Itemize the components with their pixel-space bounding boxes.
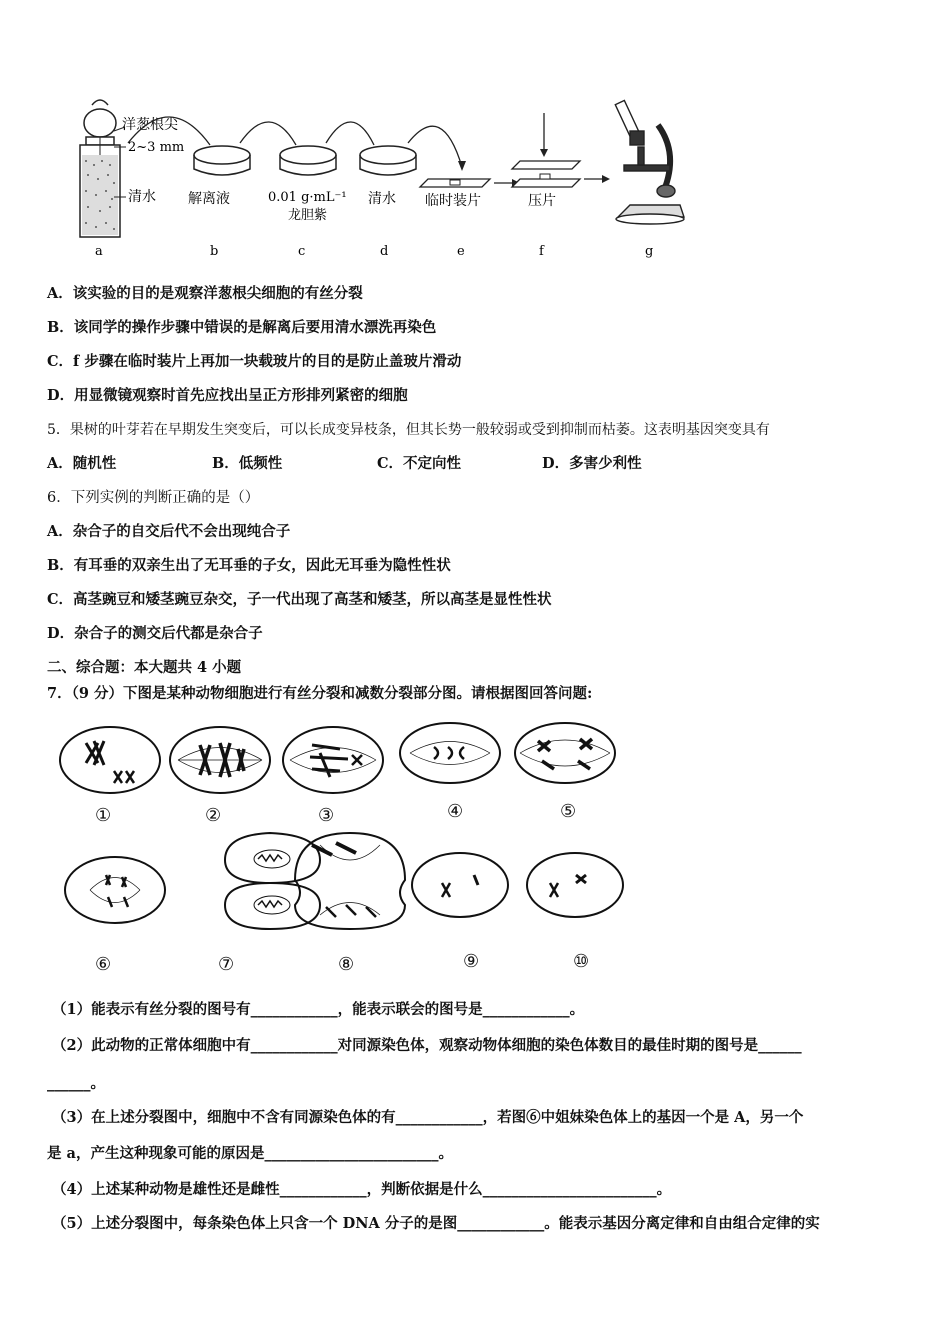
q6-option-a: A．杂合子的自交后代不会出现纯合子	[47, 523, 291, 540]
q7-part3: （3）在上述分裂图中，细胞中不含有同源染色体的有____________，若图⑥中姐妹染色体上的基因一个是 A，另一个	[52, 1109, 804, 1126]
q5-option-b: B．低频性	[212, 455, 283, 472]
q5-stem: 5．果树的叶芽若在早期发生突变后，可以长成变异枝条，但其长势一般较弱或受到抑制而枯萎。这表明基因突变具有	[47, 422, 770, 438]
cell-label-3: ③	[318, 805, 335, 826]
stain-concentration-label: 0.01 g·mL⁻¹	[268, 190, 347, 205]
step-letter-b: b	[210, 244, 219, 259]
cell-label-4: ④	[447, 801, 464, 822]
q6-stem: 6．下列实例的判断正确的是（）	[47, 490, 260, 506]
cell-4	[400, 723, 500, 783]
dissociation-label: 解离液	[188, 191, 230, 207]
experiment-procedure-figure	[70, 95, 700, 265]
arc-c-d	[326, 122, 374, 145]
temporary-mount-label: 临时装片	[425, 193, 481, 209]
cell-6	[65, 857, 165, 923]
q6-option-c: C．高茎豌豆和矮茎豌豆杂交，子一代出现了高茎和矮茎，所以高茎是显性性状	[47, 591, 552, 608]
cell-label-7: ⑦	[218, 954, 235, 975]
cell-5	[515, 723, 615, 783]
step-letter-f: f	[539, 244, 544, 259]
dish-d	[360, 146, 416, 175]
q7-part4: （4）上述某种动物是雄性还是雌性____________，判断依据是什么________________________。	[52, 1181, 672, 1198]
q5-option-d: D．多害少利性	[542, 455, 642, 472]
q7-part5: （5）上述分裂图中，每条染色体上只含一个 DNA 分子的是图____________。能表示基因分离定律和自由组合定律的实	[52, 1215, 820, 1232]
q7-part2: （2）此动物的正常体细胞中有____________对同源染色体，观察动物体细胞的染色体数目的最佳时期的图号是______	[52, 1037, 802, 1054]
cell-3	[283, 727, 383, 793]
cell-label-5: ⑤	[560, 801, 577, 822]
dish-b	[194, 146, 250, 175]
cell-8	[295, 833, 405, 929]
step-letter-e: e	[457, 244, 465, 259]
q5-option-a: A．随机性	[47, 455, 117, 472]
q4-option-d: D．用显微镜观察时首先应找出呈正方形排列紧密的细胞	[47, 387, 408, 404]
step-letter-c: c	[298, 244, 306, 259]
length-label: 2~3 mm	[128, 140, 185, 155]
cell-2	[170, 727, 270, 793]
q6-option-b: B．有耳垂的双亲生出了无耳垂的子女，因此无耳垂为隐性性状	[47, 557, 451, 574]
q7-stem: 7．（9 分）下图是某种动物细胞进行有丝分裂和减数分裂部分图。请根据图回答问题:	[47, 685, 593, 702]
step-letter-g: g	[645, 244, 654, 259]
temporary-slide	[420, 179, 490, 187]
press-slide	[512, 161, 580, 187]
q7-part3-cont: 是 a，产生这种现象可能的原因是________________________。	[47, 1145, 453, 1162]
cell-label-10: ⑩	[573, 951, 590, 972]
q7-part1: （1）能表示有丝分裂的图号有____________，能表示联会的图号是____________。	[52, 1001, 585, 1018]
step-letter-d: d	[380, 244, 389, 259]
cell-label-8: ⑧	[338, 954, 355, 975]
q4-option-b: B．该同学的操作步骤中错误的是解离后要用清水漂洗再染色	[47, 319, 437, 336]
root-tip-label: 洋葱根尖	[122, 117, 178, 133]
microscope-icon	[615, 100, 684, 224]
cell-9	[412, 853, 508, 917]
dish-c	[280, 146, 336, 175]
onion-bottle	[80, 100, 120, 237]
q7-part2-cont: ______。	[47, 1075, 105, 1092]
cell-10	[527, 853, 623, 917]
water-label-d: 清水	[368, 191, 396, 207]
q5-option-c: C．不定向性	[377, 455, 462, 472]
cell-1	[60, 727, 160, 793]
water-label-a: 清水	[128, 189, 156, 205]
cell-label-2: ②	[205, 805, 222, 826]
step-letter-a: a	[95, 244, 103, 259]
q4-option-a: A．该实验的目的是观察洋葱根尖细胞的有丝分裂	[47, 285, 363, 302]
cell-label-1: ①	[95, 805, 112, 826]
cell-label-6: ⑥	[95, 954, 112, 975]
arc-b-c	[240, 122, 296, 145]
cell-label-9: ⑨	[463, 951, 480, 972]
cell-division-figure	[50, 715, 650, 980]
q6-option-d: D．杂合子的测交后代都是杂合子	[47, 625, 263, 642]
press-label: 压片	[528, 193, 556, 209]
section-heading: 二、综合题：本大题共 4 小题	[47, 659, 242, 676]
q4-option-c: C．f 步骤在临时装片上再加一块载玻片的目的是防止盖玻片滑动	[47, 353, 462, 370]
stain-name-label: 龙胆紫	[288, 208, 328, 223]
